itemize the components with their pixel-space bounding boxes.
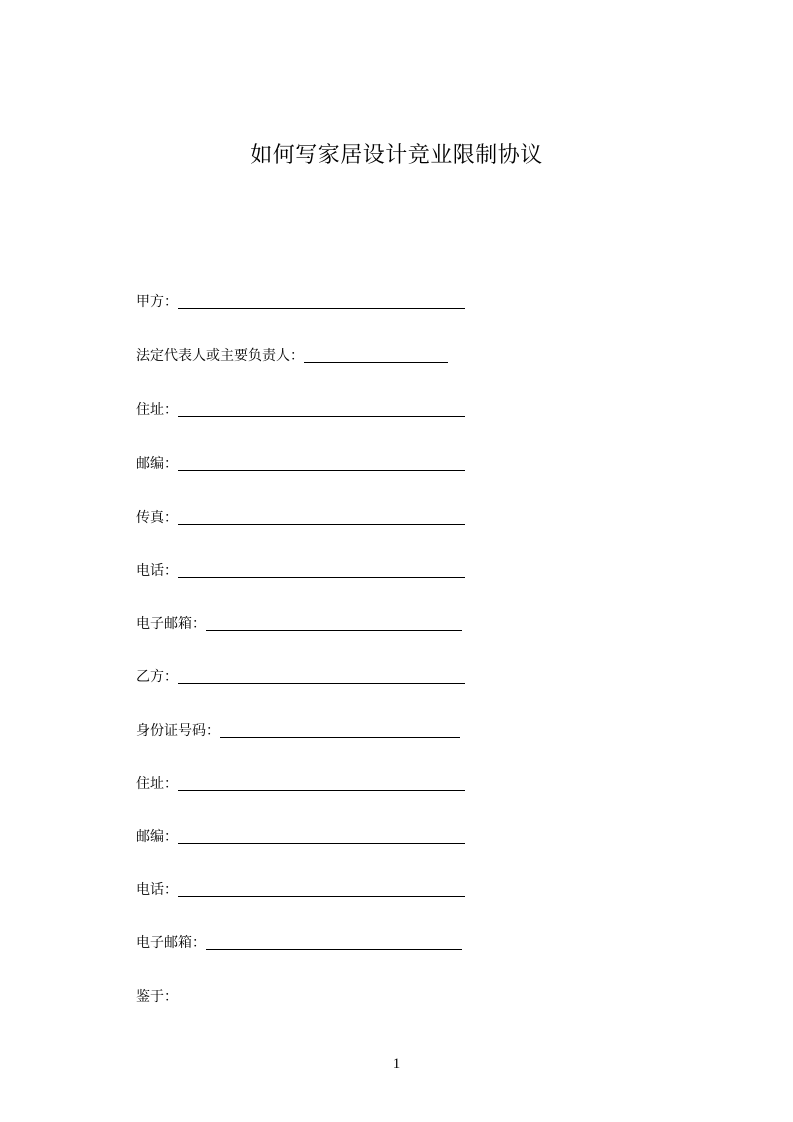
party-b-id-number-blank[interactable] [220, 737, 460, 738]
document-title: 如何写家居设计竞业限制协议 [250, 143, 543, 168]
party-b-phone-field [136, 878, 465, 900]
party-b-name-blank[interactable] [178, 683, 465, 684]
party-b-phone-label: 电话： [136, 882, 178, 898]
party-a-email-label: 电子邮箱： [136, 616, 206, 632]
party-a-address-blank[interactable] [178, 416, 465, 417]
party-a-representative-field [136, 344, 448, 366]
party-b-address-blank[interactable] [178, 790, 465, 791]
party-a-postcode-field [136, 452, 465, 474]
party-b-postcode-field [136, 825, 465, 847]
party-a-name-blank[interactable] [178, 308, 465, 309]
party-a-name-field [136, 290, 465, 312]
party-b-email-field [136, 931, 462, 953]
party-b-email-blank[interactable] [206, 949, 462, 950]
party-a-address-label: 住址： [136, 402, 178, 418]
party-a-phone-field [136, 559, 465, 581]
party-a-fax-field [136, 506, 465, 528]
party-a-representative-label: 法定代表人或主要负责人： [136, 348, 304, 364]
party-a-fax-label: 传真： [136, 510, 178, 526]
party-a-fax-blank[interactable] [178, 524, 465, 525]
page-number: 1 [392, 1056, 401, 1072]
party-a-email-blank[interactable] [206, 630, 462, 631]
party-a-phone-blank[interactable] [178, 577, 465, 578]
party-b-phone-blank[interactable] [178, 896, 465, 897]
party-b-id-number-field [136, 719, 460, 741]
party-b-address-label: 住址： [136, 776, 178, 792]
party-a-postcode-blank[interactable] [178, 470, 465, 471]
party-b-postcode-blank[interactable] [178, 843, 465, 844]
party-a-phone-label: 电话： [136, 563, 178, 579]
party-b-name-label: 乙方： [136, 669, 178, 685]
party-a-name-label: 甲方： [136, 294, 178, 310]
whereas-field [136, 985, 178, 1007]
party-b-name-field [136, 665, 465, 687]
party-a-email-field [136, 612, 462, 634]
party-b-address-field [136, 772, 465, 794]
party-b-email-label: 电子邮箱： [136, 935, 206, 951]
party-a-address-field [136, 398, 465, 420]
party-a-representative-blank[interactable] [304, 362, 448, 363]
party-b-postcode-label: 邮编： [136, 829, 178, 845]
whereas-label: 鉴于： [136, 989, 178, 1005]
party-a-postcode-label: 邮编： [136, 456, 178, 472]
party-b-id-number-label: 身份证号码： [136, 723, 220, 739]
